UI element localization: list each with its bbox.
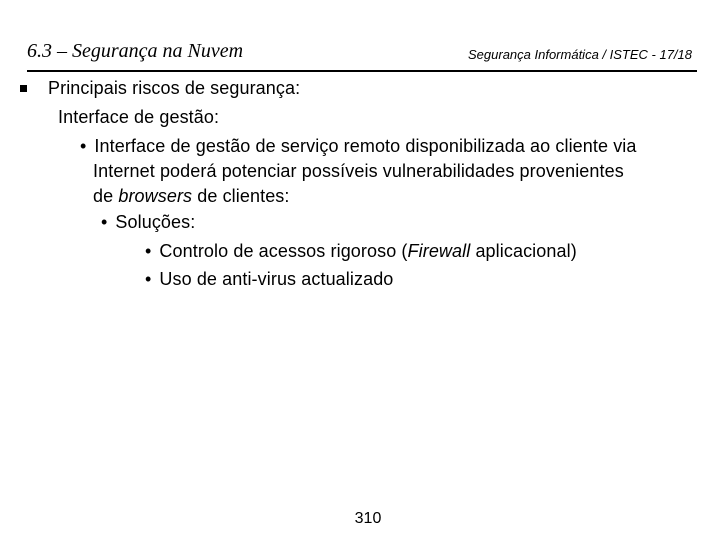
list-item: • Controlo de acessos rigoroso (Firewall aplicacional) (145, 241, 577, 261)
bullet-icon: • (80, 136, 87, 156)
square-bullet-icon (20, 85, 27, 92)
section-title: 6.3 – Segurança na Nuvem (27, 40, 244, 62)
bullet-icon: • (145, 241, 152, 261)
bullet-icon: • (145, 269, 152, 289)
list-item (101, 211, 195, 233)
list-item (145, 268, 393, 290)
point-text-line2: Internet poderá potenciar possíveis vulnerabilidades provenientes (93, 161, 624, 181)
solutions-label: Soluções: (115, 212, 196, 232)
emphasis-firewall: Firewall (407, 241, 471, 261)
course-info: Segurança Informática / ISTEC - 17/18 (468, 47, 692, 62)
solution2-text: Uso de anti-virus actualizado (159, 269, 394, 289)
emphasis-browsers: browsers (118, 186, 193, 206)
header-divider (27, 70, 697, 72)
list-item (80, 135, 637, 157)
point-text-line3: de browsers de clientes: (93, 186, 290, 206)
point-text-line1: Interface de gestão de serviço remoto disponibilizada ao cliente via (94, 136, 637, 156)
page-number: 310 (354, 510, 382, 527)
slide-subheading: Interface de gestão: (58, 107, 220, 127)
slide-heading: Principais riscos de segurança: (48, 78, 301, 98)
bullet-icon: • (101, 212, 108, 232)
